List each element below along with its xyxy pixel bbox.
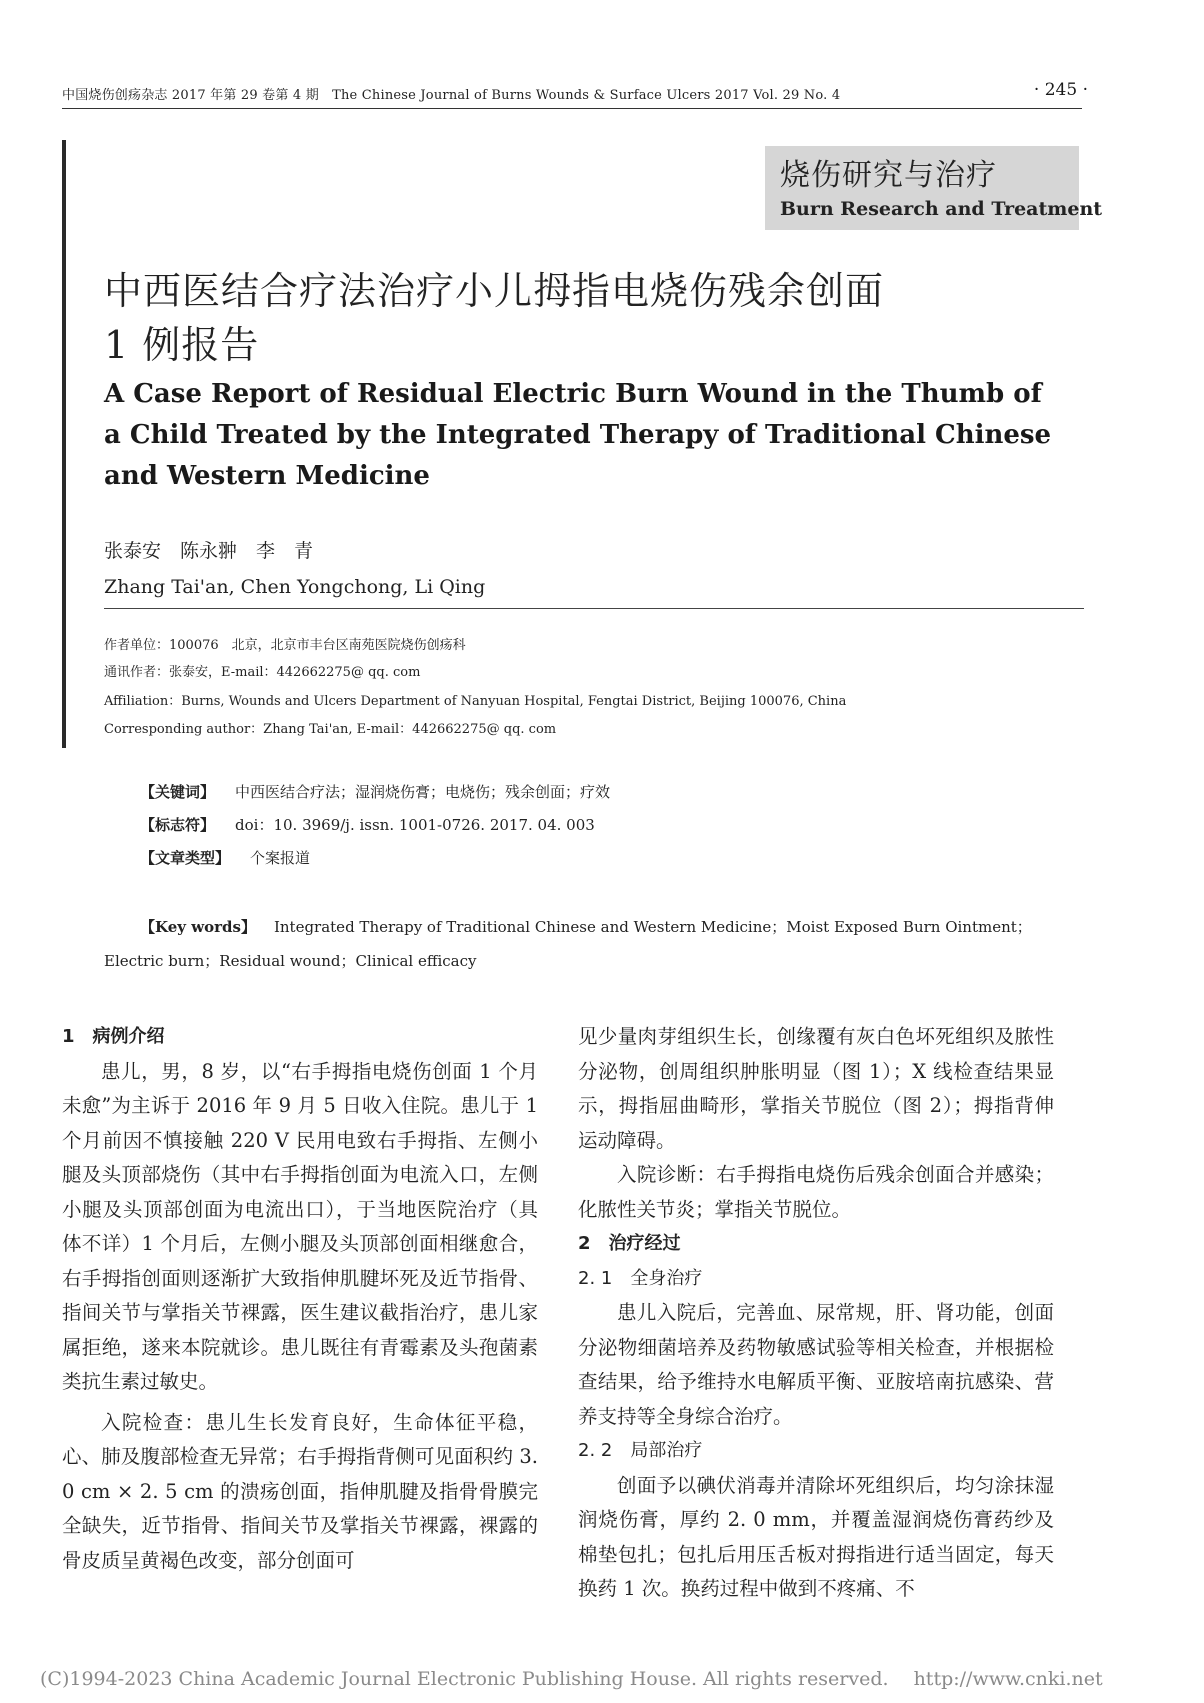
article-type xyxy=(140,847,310,868)
article-type-label: 【文章类型】 xyxy=(140,849,231,867)
corresponding-en: Corresponding author：Zhang Tai'an, E-mail：442662275@ qq. com xyxy=(104,722,557,737)
affiliation-zh: 作者单位：100076 北京，北京市丰台区南苑医院烧伤创疡科 xyxy=(104,638,466,653)
body-right-column xyxy=(578,1020,1054,1607)
left-margin-bar xyxy=(62,140,66,748)
column-label-zh: 烧伤研究与治疗 xyxy=(780,158,997,193)
title-zh-line1: 中西医结合疗法治疗小儿拇指电烧伤残余创面 xyxy=(104,269,885,313)
column-label-en: Burn Research and Treatment xyxy=(780,198,1103,220)
keywords-en-label: 【Key words】 xyxy=(140,918,256,936)
keywords-en xyxy=(104,910,1064,978)
paragraph: 见少量肉芽组织生长，创缘覆有灰白色坏死组织及脓性分泌物，创周组织肿胀明显（图 1）；X 线检查结果显示，拇指屈曲畸形，掌指关节脱位（图 2）；拇指背伸运动障碍。 xyxy=(578,1025,1054,1152)
keywords-zh xyxy=(140,781,610,802)
paragraph: 患儿入院后，完善血、尿常规，肝、肾功能，创面分泌物细菌培养及药物敏感试验等相关检查，并根据检查结果，给予维持水电解质平衡、亚胺培南抗感染、营养支持等全身综合治疗。 xyxy=(578,1301,1054,1428)
running-head: 中国烧伤创疡杂志 2017 年第 29 卷第 4 期 The Chinese Journal of Burns Wounds & Surface Ulcers 2017 Vol. 29 No. 4 xyxy=(62,88,841,103)
article-type-value: 个案报道 xyxy=(250,849,311,867)
corresponding-zh: 通讯作者：张泰安，E-mail：442662275@ qq. com xyxy=(104,665,421,680)
authors-rule xyxy=(104,608,1084,609)
subsection-2-2-heading: 2. 2 局部治疗 xyxy=(578,1440,703,1461)
affiliation-en: Affiliation：Burns, Wounds and Ulcers Department of Nanyuan Hospital, Fengtai District, Beijing 100076, China xyxy=(104,694,847,709)
authors-zh: 张泰安 陈永翀 李 青 xyxy=(104,540,314,562)
doi-value: doi：10. 3969/j. issn. 1001-0726. 2017. 04. 003 xyxy=(235,816,595,834)
paragraph: 入院诊断：右手拇指电烧伤后残余创面合并感染；化脓性关节炎；掌指关节脱位。 xyxy=(578,1163,1054,1221)
subsection-2-1-heading: 2. 1 全身治疗 xyxy=(578,1267,703,1289)
title-zh-line2: 1 例报告 xyxy=(104,323,260,367)
authors-en: Zhang Tai'an, Chen Yongchong, Li Qing xyxy=(104,576,486,598)
paragraph: 创面予以碘伏消毒并清除坏死组织后，均匀涂抹湿润烧伤膏，厚约 2. 0 mm，并覆盖湿润烧伤膏药纱及棉垫包扎；包扎后用压舌板对拇指进行适当固定，每天换药 1 次。换药过程中做到不疼痛、不 xyxy=(578,1473,1054,1600)
section-1-heading: 1 病例介绍 xyxy=(62,1026,165,1047)
identifier xyxy=(140,814,595,835)
copyright-footer: (C)1994-2023 China Academic Journal Electronic Publishing House. All rights reserved. http://www.cnki.net xyxy=(40,1668,1103,1690)
section-2-heading: 2 治疗经过 xyxy=(578,1233,681,1254)
paragraph: 入院检查：患儿生长发育良好，生命体征平稳，心、肺及腹部检查无异常；右手拇指背侧可见面积约 3. 0 cm × 2. 5 cm 的溃疡创面，指伸肌腱及指骨骨膜完全缺失，近节指骨、指间关节及掌指关节裸露，裸露的骨皮质呈黄褐色改变，部分创面可 xyxy=(62,1410,538,1572)
header-rule xyxy=(62,108,1082,109)
title-en: A Case Report of Residual Electric Burn Wound in the Thumb of a Child Treated by the Integrated Therapy of Traditional Chinese and Western Medicine xyxy=(104,379,1052,491)
title-zh xyxy=(104,264,1064,372)
paragraph: 患儿，男，8 岁，以“右手拇指电烧伤创面 1 个月未愈”为主诉于 2016 年 9 月 5 日收入住院。患儿于 1 个月前因不慎接触 220 V 民用电致右手拇指、左侧小腿及头顶部烧伤（其中右手拇指创面为电流入口，左侧小腿及头顶部创面为电流出口），于当地医院治疗（具体不详）1 个月后，左侧小腿及头顶部创面相继愈合，右手拇指创面则逐渐扩大致指伸肌腱坏死及近节指骨、指间关节与掌指关节裸露，医生建议截指治疗，患儿家属拒绝，遂来本院就诊。患儿既往有青霉素及头孢菌素类抗生素过敏史。 xyxy=(62,1059,538,1393)
keywords-label: 【关键词】 xyxy=(140,783,216,801)
body-left-column xyxy=(62,1020,538,1578)
page-number: · 245 · xyxy=(1033,80,1088,100)
keywords-en-value: Integrated Therapy of Traditional Chinese and Western Medicine；Moist Exposed Burn Ointment；Electric burn；Residual wound；Clinical efficacy xyxy=(104,918,1032,970)
identifier-label: 【标志符】 xyxy=(140,816,216,834)
keywords-value: 中西医结合疗法；湿润烧伤膏；电烧伤；残余创面；疗效 xyxy=(235,783,611,801)
